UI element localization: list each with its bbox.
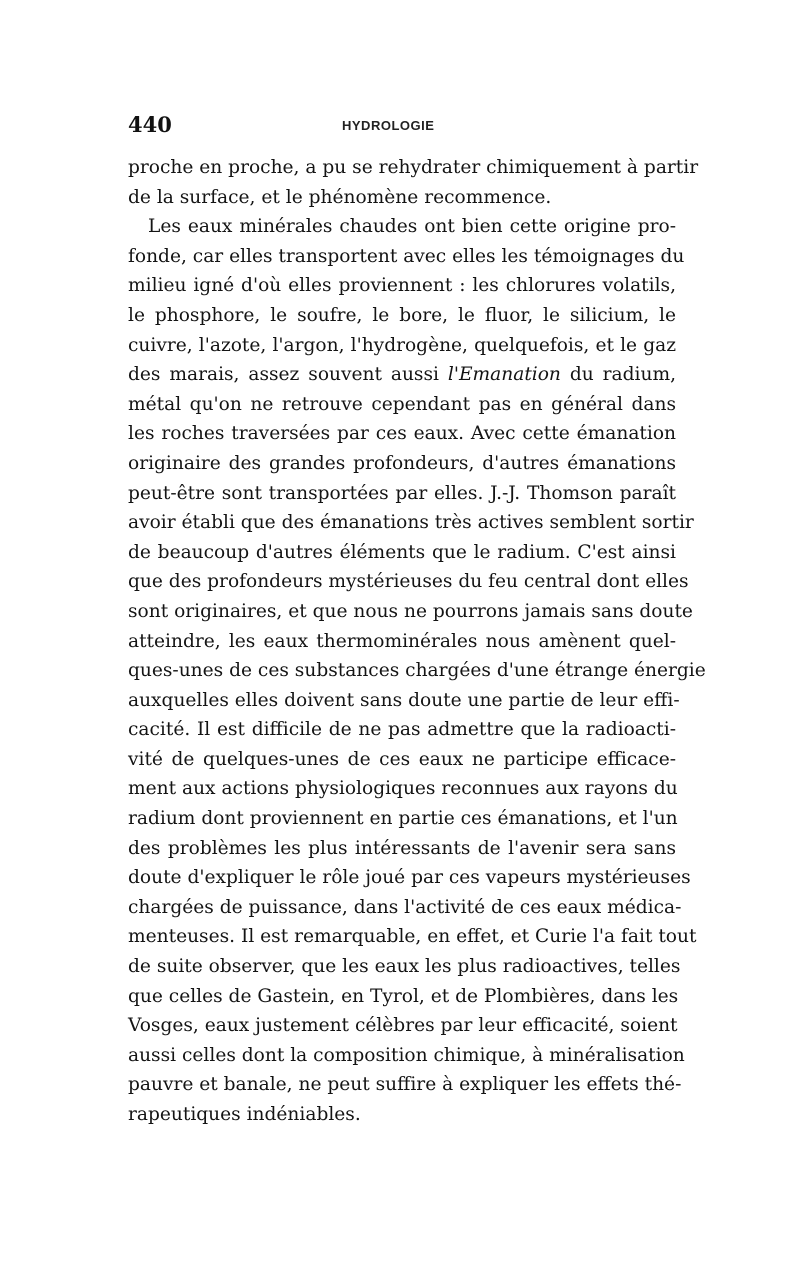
text-line: cacité. Il est difficile de ne pas admettre que la radioacti- — [128, 719, 676, 741]
text-line: doute d'expliquer le rôle joué par ces vapeurs mystérieuses — [128, 867, 691, 889]
running-title: HYDROLOGIE — [342, 118, 435, 133]
text-line: fonde, car elles transportent avec elles les témoignages du — [128, 245, 685, 267]
text-line: sont originaires, et que nous ne pourrons jamais sans doute — [128, 600, 693, 622]
text-line: Vosges, eaux justement célèbres par leur efficacité, soient — [128, 1015, 678, 1037]
text-line: radium dont proviennent en partie ces émanations, et l'un — [128, 808, 678, 830]
text-line: menteuses. Il est remarquable, en effet, et Curie l'a fait tout — [128, 926, 697, 948]
text-line: vité de quelques-unes de ces eaux ne participe efficace- — [128, 748, 676, 770]
page-number: 440 — [128, 112, 172, 137]
text-segment: des marais, assez souvent aussi — [128, 364, 439, 386]
text-line: des problèmes les plus intéressants de l'avenir sera sans — [128, 837, 676, 859]
text-line: auxquelles elles doivent sans doute une partie de leur effi- — [128, 689, 680, 711]
emphasis-text: l'Emanation — [447, 364, 561, 386]
text-line: atteindre, les eaux thermominérales nous amènent quel- — [128, 630, 676, 652]
text-line: ques-unes de ces substances chargées d'une étrange énergie — [128, 660, 706, 682]
text-line: peut-être sont transportées par elles. J.-J. Thomson paraît — [128, 482, 676, 504]
text-line: Les eaux minérales chaudes ont bien cette origine pro- — [148, 216, 676, 238]
page-header — [128, 112, 673, 142]
text-line: pauvre et banale, ne peut suffire à expliquer les effets thé- — [128, 1074, 682, 1096]
text-line: que celles de Gastein, en Tyrol, et de Plombières, dans les — [128, 985, 679, 1007]
text-line: les roches traversées par ces eaux. Avec cette émanation — [128, 423, 676, 445]
text-line: avoir établi que des émanations très actives semblent sortir — [128, 512, 694, 534]
text-line: cuivre, l'azote, l'argon, l'hydrogène, quelquefois, et le gaz — [128, 334, 676, 356]
body-text — [128, 153, 706, 1130]
text-line: de suite observer, que les eaux les plus radioactives, telles — [128, 956, 681, 978]
text-segment: du radium, — [569, 364, 676, 386]
text-line: le phosphore, le soufre, le bore, le fluor, le silicium, le — [128, 304, 676, 326]
text-line: proche en proche, a pu se rehydrater chimiquement à partir — [128, 157, 699, 178]
text-line-with-emphasis — [128, 360, 676, 390]
text-line: rapeutiques indéniables. — [128, 1104, 361, 1125]
text-line: de beaucoup d'autres éléments que le radium. C'est ainsi — [128, 541, 676, 563]
text-line: métal qu'on ne retrouve cependant pas en général dans — [128, 393, 676, 415]
text-line: chargées de puissance, dans l'activité de ces eaux médica- — [128, 896, 682, 918]
text-line: aussi celles dont la composition chimique, à minéralisation — [128, 1044, 685, 1066]
text-line: milieu igné d'où elles proviennent : les chlorures volatils, — [128, 275, 676, 297]
text-line: que des profondeurs mystérieuses du feu central dont elles — [128, 571, 689, 593]
text-line: de la surface, et le phénomène recommence. — [128, 186, 552, 208]
text-line: originaire des grandes profondeurs, d'autres émanations — [128, 452, 676, 474]
text-line: ment aux actions physiologiques reconnues aux rayons du — [128, 778, 678, 800]
